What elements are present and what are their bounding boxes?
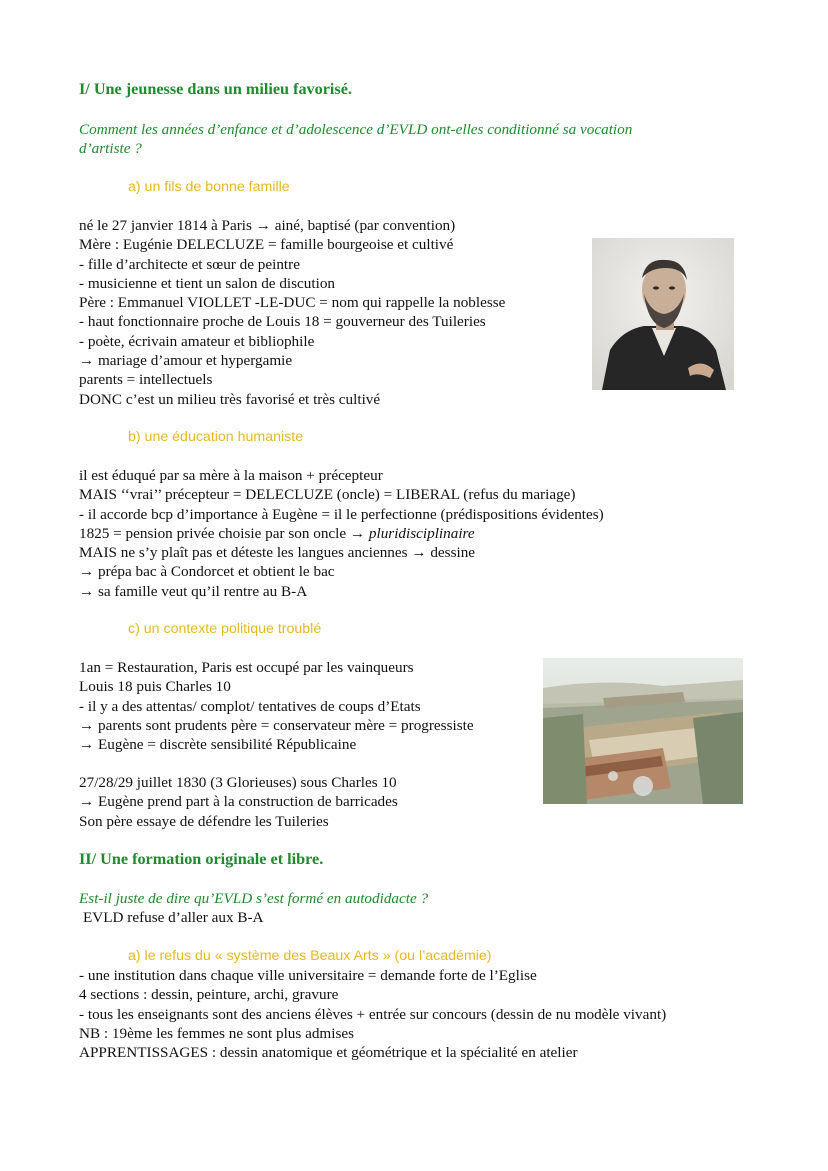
portrait-illustration — [592, 238, 734, 390]
text-line: - une institution dans chaque ville universitaire = demande forte de l’Eglise — [79, 967, 537, 984]
text-line: Père : Emmanuel VIOLLET -LE-DUC = nom qui rappelle la noblesse — [79, 294, 506, 312]
subsection-c-text-2 — [79, 773, 398, 831]
text-line: APPRENTISSAGES : dessin anatomique et géométrique et la spécialité en atelier — [79, 1044, 578, 1062]
subsection-b-text — [79, 466, 604, 601]
text-line: - musicienne et tient un salon de discution — [79, 274, 336, 292]
text-line: parents = intellectuels — [79, 371, 213, 389]
text-line: 4 sections : dessin, peinture, archi, gravure — [79, 986, 339, 1004]
text-line: → parents sont prudents père = conservateur mère = progressiste — [79, 716, 474, 734]
text-line: MAIS ‘‘vrai’’ précepteur = DELECLUZE (oncle) = LIBERAL (refus du mariage) — [79, 486, 576, 504]
section2-subsection-a-heading: a) le refus du « système des Beaux Arts » (ou l’académie) — [128, 948, 492, 964]
section1-title: I/ Une jeunesse dans un milieu favorisé. — [79, 80, 352, 98]
subsection-a-heading: a) un fils de bonne famille — [128, 179, 290, 195]
section2-subsection-a-text — [79, 966, 666, 1062]
text-line — [79, 524, 604, 543]
text-line: → sa famille veut qu’il rentre au B-A — [79, 582, 308, 600]
text-line: - il y a des attentas/ complot/ tentatives de coups d’Etats — [79, 697, 421, 715]
text-line: → prépa bac à Condorcet et obtient le bac — [79, 563, 335, 581]
section1-question-line2: d’artiste ? — [79, 140, 142, 157]
text-line: 1an = Restauration, Paris est occupé par les vainqueurs — [79, 659, 414, 676]
painting-illustration — [543, 658, 743, 804]
text-line: 27/28/29 juillet 1830 (3 Glorieuses) sous Charles 10 — [79, 774, 397, 791]
text-line: → mariage d’amour et hypergamie — [79, 352, 293, 370]
text-line: → Eugène prend part à la construction de barricades — [79, 793, 398, 811]
text-line-italic: pluridisciplinaire — [368, 524, 475, 542]
section2-intro: EVLD refuse d’aller aux B-A — [83, 909, 264, 926]
text-line: DONC c’est un milieu très favorisé et très cultivé — [79, 390, 381, 408]
section2-title: II/ Une formation originale et libre. — [79, 850, 324, 868]
text-line: - il accorde bcp d’importance à Eugène = il le perfectionne (prédispositions évidentes) — [79, 505, 604, 523]
portrait-photo — [592, 238, 734, 390]
text-line: NB : 19ème les femmes ne sont plus admises — [79, 1024, 355, 1042]
text-line: Mère : Eugénie DELECLUZE = famille bourgeoise et cultivé — [79, 236, 454, 254]
text-line: il est éduqué par sa mère à la maison + précepteur — [79, 467, 383, 484]
subsection-c-text — [79, 658, 474, 754]
text-line: - fille d’architecte et sœur de peintre — [79, 255, 300, 273]
subsection-b-heading: b) une éducation humaniste — [128, 429, 304, 445]
subsection-a-text — [79, 216, 505, 409]
text-line: Louis 18 puis Charles 10 — [79, 678, 231, 696]
subsection-c-heading: c) un contexte politique troublé — [128, 621, 322, 637]
section2-question: Est-il juste de dire qu’EVLD s’est formé en autodidacte ? — [79, 890, 429, 907]
text-line: → Eugène = discrète sensibilité Républicaine — [79, 736, 357, 754]
section1-question-line1: Comment les années d’enfance et d’adolescence d’EVLD ont-elles conditionné sa vocation — [79, 121, 633, 138]
text-line: Son père essaye de défendre les Tuileries — [79, 812, 329, 830]
text-line-prefix: 1825 = pension privée choisie par son oncle → — [79, 524, 369, 542]
text-line: - tous les enseignants sont des anciens élèves + entrée sur concours (dessin de nu modèle vivant) — [79, 1005, 667, 1023]
text-line: MAIS ne s’y plaît pas et déteste les langues anciennes → dessine — [79, 544, 476, 562]
text-line: - haut fonctionnaire proche de Louis 18 = gouverneur des Tuileries — [79, 313, 486, 331]
text-line: né le 27 janvier 1814 à Paris → ainé, baptisé (par convention) — [79, 217, 456, 234]
tuileries-painting — [543, 658, 743, 804]
text-line: - poète, écrivain amateur et bibliophile — [79, 332, 315, 350]
